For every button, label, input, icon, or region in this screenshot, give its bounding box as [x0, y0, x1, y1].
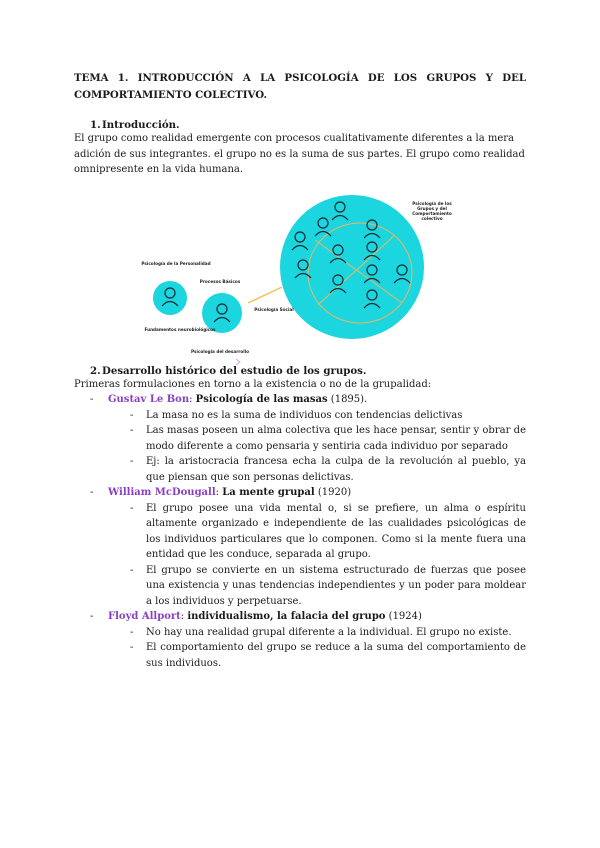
list-dash: -: [130, 502, 134, 514]
label-fundamentos: Fundamentos neurobiológicos: [144, 327, 216, 332]
list-dash: -: [130, 409, 134, 421]
work-title: La mente grupal: [222, 487, 315, 498]
points-list: [108, 408, 526, 486]
list-dash: -: [130, 626, 134, 638]
section-2-heading: [74, 364, 366, 378]
connector-arrow: [248, 287, 282, 303]
list-dash: -: [130, 642, 134, 653]
list-item: [108, 423, 526, 454]
work-year: (1920): [314, 487, 352, 498]
author-name: Gustav Le Bon: [108, 394, 190, 405]
author-separator: :: [189, 394, 196, 405]
section-1-paragraph: El grupo como realidad emergente con procesos cualitativamente diferentes a la mera adición de sus integrantes. el grupo no es la suma de sus partes. El grupo como realidad omnipresente en la vida humana.: [74, 133, 525, 175]
authors-list: [74, 392, 526, 671]
list-item: [108, 563, 526, 610]
list-item: [108, 454, 526, 485]
author-item-allport: [74, 609, 526, 671]
section-1-title: Introducción.: [102, 119, 180, 131]
label-social: Psicología Social: [254, 307, 294, 312]
work-year: (1895).: [327, 394, 368, 405]
point-text: El grupo posee una vida mental o, si se prefiere, un alma o espíritu altamente organizado e independiente de las cualidades psicológicas de los individuos particulares que lo componen. Como si la mente fuera una entidad que les conduce, separada al grupo.: [146, 502, 526, 560]
author-separator: :: [180, 611, 188, 622]
section-2-title: Desarrollo histórico del estudio de los grupos.: [102, 365, 367, 377]
list-dash: -: [130, 456, 134, 467]
list-dash: -: [90, 487, 94, 498]
section-2-intro: Primeras formulaciones en torno a la existencia o no de la grupalidad:: [74, 379, 432, 390]
point-text: Las masas poseen un alma colectiva que les hace pensar, sentir y obrar de modo diferente a como pensaria y sentiria cada individuo por separado: [146, 425, 526, 452]
section-1-number: 1.: [90, 119, 101, 131]
list-dash: -: [130, 564, 134, 576]
point-text: El comportamiento del grupo se reduce a la suma del comportamiento de sus individuos.: [146, 642, 526, 669]
psychology-diagram: [140, 185, 470, 370]
point-text: El grupo se convierte en un sistema estructurado de fuerzas que posee una existencia y unas tendencias independientes y un poder para moldear a los individuos y perpetuarse.: [146, 564, 526, 607]
point-text: La masa no es la suma de individuos con tendencias delictivas: [146, 409, 463, 421]
list-item: [108, 408, 526, 424]
author-name: William McDougall: [108, 487, 216, 498]
author-item-mcdougall: [74, 485, 526, 609]
work-title: individualismo, la falacia del grupo: [187, 611, 386, 622]
list-dash: -: [90, 394, 94, 405]
document-title: TEMA 1. INTRODUCCIÓN A LA PSICOLOGÍA DE LOS GRUPOS Y DEL COMPORTAMIENTO COLECTIVO.: [74, 72, 526, 101]
points-list: [108, 501, 526, 610]
label-personality: Psicología de la Personalidad: [141, 261, 211, 266]
point-text: No hay una realidad grupal diferente a la individual. El grupo no existe.: [146, 626, 512, 638]
work-year: (1924): [385, 611, 422, 622]
list-dash: -: [130, 425, 134, 436]
label-big-group: Psicología de los Grupos y del Comportamiento colectivo: [412, 201, 452, 221]
list-item: [108, 640, 526, 671]
author-name: Floyd Allport: [108, 611, 181, 622]
author-separator: :: [215, 487, 223, 498]
section-2-number: 2.: [90, 365, 101, 377]
author-item-le-bon: [74, 392, 526, 485]
work-title: Psicología de las masas: [195, 394, 328, 405]
points-list: [108, 625, 526, 672]
point-text: Ej: la aristocracia francesa echa la culpa de la revolución al pueblo, ya que piensan que son personas delictivas.: [146, 456, 526, 483]
list-dash: -: [90, 611, 94, 622]
list-item: [108, 501, 526, 563]
label-desarrollo: Psicología del desarrollo: [191, 349, 249, 354]
list-item: [108, 625, 526, 641]
label-processes: Procesos Básicos: [199, 279, 241, 284]
section-1-heading: [74, 118, 180, 132]
